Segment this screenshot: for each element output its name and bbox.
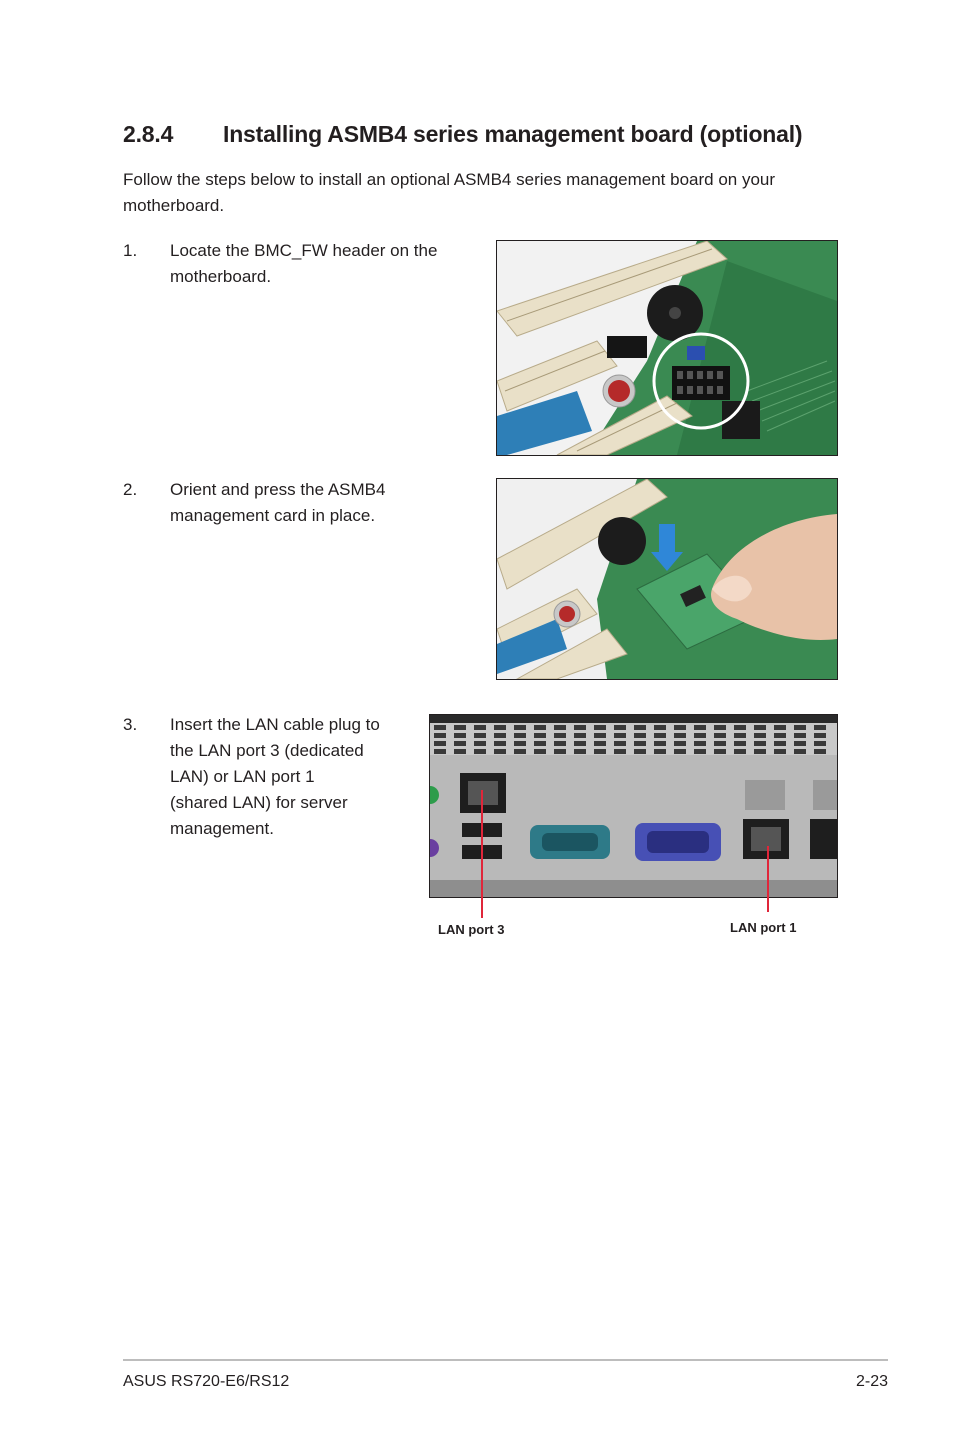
vent-slot	[494, 725, 506, 730]
vent-slot	[734, 725, 746, 730]
vent-slot	[694, 725, 706, 730]
vent-slot	[554, 741, 566, 746]
vent-slot	[574, 733, 586, 738]
vent-slot	[634, 725, 646, 730]
vent-slot	[654, 741, 666, 746]
vent-slot	[434, 749, 446, 754]
vent-slot	[514, 725, 526, 730]
vent-slot	[674, 749, 686, 754]
section-title: Installing ASMB4 series management board (optional)	[223, 121, 803, 147]
step-3	[123, 712, 423, 844]
step-number: 2.	[123, 480, 138, 499]
vent-slot	[434, 733, 446, 738]
step-text-line: Orient and press the ASMB4	[170, 480, 386, 499]
footer-page-number: 2-23	[855, 1373, 888, 1390]
vent-slot	[714, 733, 726, 738]
vent-slot	[514, 749, 526, 754]
vent-slot	[474, 733, 486, 738]
step-number: 1.	[123, 241, 138, 260]
vent-slot	[794, 749, 806, 754]
vent-slot	[714, 749, 726, 754]
step-text-line: (shared LAN) for server	[170, 793, 348, 812]
vent-slot	[734, 741, 746, 746]
vent-slot	[614, 741, 626, 746]
vent-slot	[794, 741, 806, 746]
vent-slot	[814, 749, 826, 754]
vent-slot	[674, 725, 686, 730]
vent-slot	[514, 733, 526, 738]
vent-slot	[774, 741, 786, 746]
vent-slot	[454, 725, 466, 730]
vent-slot	[634, 749, 646, 754]
vent-slot	[814, 741, 826, 746]
vent-slot	[554, 749, 566, 754]
vent-slot	[534, 733, 546, 738]
vent-slot	[614, 725, 626, 730]
vent-slot	[694, 749, 706, 754]
step-text-line: the LAN port 3 (dedicated	[170, 741, 364, 760]
vent-slot	[774, 733, 786, 738]
vent-slot	[454, 741, 466, 746]
vent-slot	[534, 741, 546, 746]
vent-slot	[454, 733, 466, 738]
vent-slot	[534, 749, 546, 754]
vent-slot	[754, 733, 766, 738]
vent-slot	[554, 733, 566, 738]
step-1	[123, 238, 483, 298]
vent-slot	[554, 725, 566, 730]
vent-slot	[454, 749, 466, 754]
vent-slot	[434, 741, 446, 746]
step-number: 3.	[123, 715, 138, 734]
vent-slot	[694, 741, 706, 746]
vent-slot	[634, 733, 646, 738]
vent-slot	[534, 725, 546, 730]
vent-slot	[714, 741, 726, 746]
callout-lines	[470, 780, 780, 920]
vent-slot	[734, 733, 746, 738]
vent-slot	[594, 741, 606, 746]
bmc-fw-header-photo	[496, 240, 838, 456]
press-card-photo	[496, 478, 838, 680]
vent-slot	[614, 749, 626, 754]
vent-slot	[514, 741, 526, 746]
vent-slot	[434, 725, 446, 730]
vent-slot	[494, 741, 506, 746]
vent-slot	[474, 741, 486, 746]
intro-paragraph: Follow the steps below to install an optional ASMB4 series management board on your motherboard.	[123, 170, 776, 215]
vent-slot	[714, 725, 726, 730]
step-text-line: motherboard.	[170, 267, 272, 286]
vent-slot	[474, 749, 486, 754]
vent-slot	[474, 725, 486, 730]
step-text-line: Locate the BMC_FW header on the	[170, 241, 438, 260]
vent-slot	[594, 725, 606, 730]
footer-rule	[123, 1359, 888, 1361]
vent-slot	[774, 749, 786, 754]
vent-slot	[754, 749, 766, 754]
step-text-line: Insert the LAN cable plug to	[170, 715, 380, 734]
vent-slot	[774, 725, 786, 730]
vent-slot	[574, 741, 586, 746]
step-text-line: management card in place.	[170, 506, 376, 525]
vent-slot	[654, 733, 666, 738]
step-2	[123, 477, 483, 537]
vent-slot	[794, 725, 806, 730]
vent-slot	[594, 749, 606, 754]
vent-slot	[814, 725, 826, 730]
vent-slot	[754, 725, 766, 730]
vent-slot	[654, 749, 666, 754]
step-text-line: management.	[170, 819, 274, 838]
lan-port-1-label: LAN port 1	[730, 920, 797, 935]
vent-slot	[674, 733, 686, 738]
vent-slot	[494, 749, 506, 754]
section-number: 2.8.4	[123, 121, 174, 147]
vent-slot	[594, 733, 606, 738]
vent-slot	[574, 725, 586, 730]
vent-slot	[574, 749, 586, 754]
lan-port-3-label: LAN port 3	[438, 922, 505, 937]
vent-slot	[754, 741, 766, 746]
vent-slot	[634, 741, 646, 746]
vent-slot	[734, 749, 746, 754]
section-heading	[123, 121, 802, 148]
vent-slot	[674, 741, 686, 746]
vent-slot	[814, 733, 826, 738]
vent-slot	[614, 733, 626, 738]
footer-product: ASUS RS720-E6/RS12	[123, 1373, 290, 1390]
step-text-line: LAN) or LAN port 1	[170, 767, 315, 786]
vent-slot	[494, 733, 506, 738]
vent-slot	[654, 725, 666, 730]
vent-slot	[794, 733, 806, 738]
vent-slot	[694, 733, 706, 738]
